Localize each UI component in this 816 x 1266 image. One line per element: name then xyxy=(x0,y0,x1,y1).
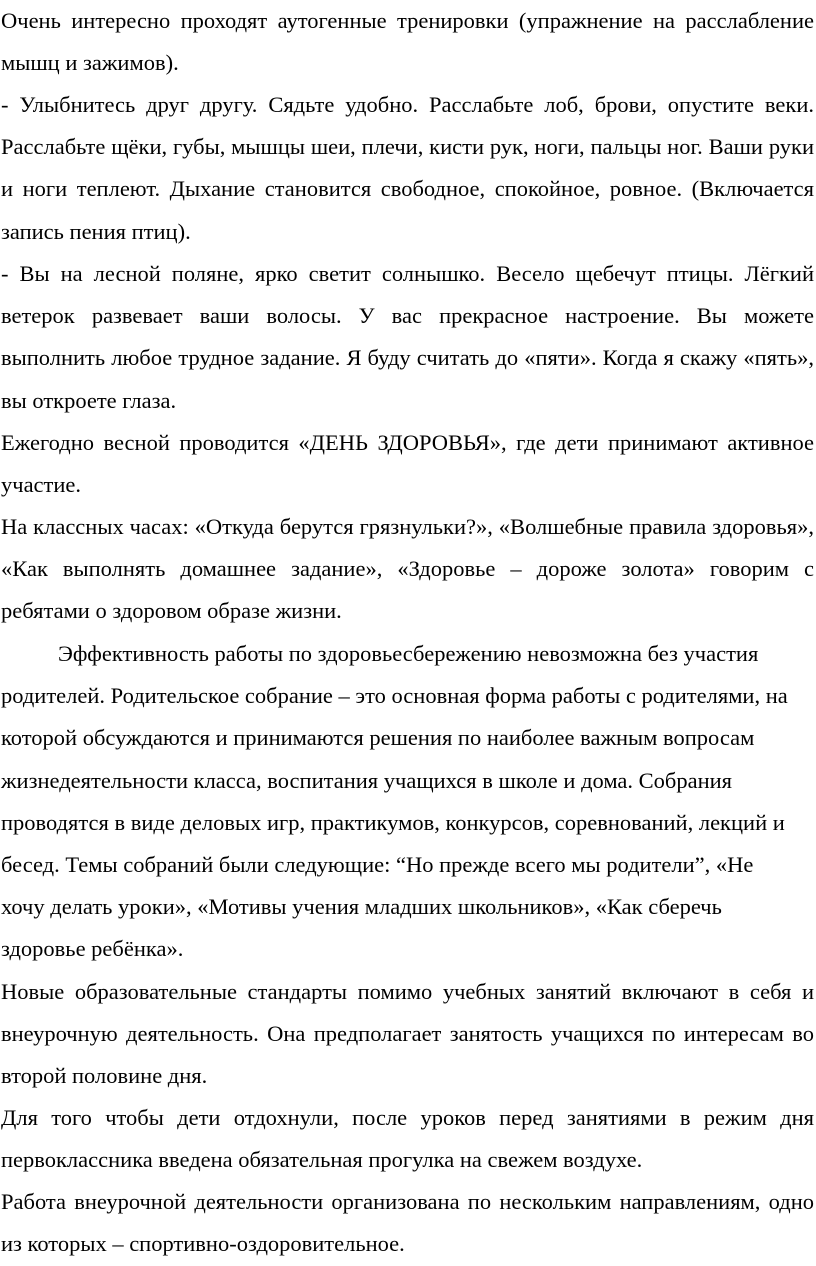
paragraph-outdoor-walk: Для того чтобы дети отдохнули, после уроков перед занятиями в режим дня первоклассника введена обязательная прогулка на свежем воздухе. xyxy=(1,1105,814,1173)
paragraph-extracurricular-directions: Работа внеурочной деятельности организована по нескольким направлениям, одно из которых – спортивно-оздоровительное. xyxy=(1,1189,814,1257)
paragraph-health-day: Ежегодно весной проводится «ДЕНЬ ЗДОРОВЬЯ», где дети принимают активное участие. xyxy=(1,430,814,498)
paragraph-autogenic-training: Очень интересно проходят аутогенные тренировки (упражнение на расслабление мышц и зажимов). xyxy=(1,8,814,76)
paragraph-parents-meetings: Эффективность работы по здоровьесбережению невозможна без участия родителей. Родительское собрание – это основная форма работы с родителями, на которой обсуждаются и принимаются решения по наиболее важным вопросам жизнедеятельности класса, воспитания учащихся в школе и дома. Собрания проводятся в виде деловых игр, практикумов, конкурсов, соревнований, лекций и бесед. Темы собраний были следующие: “Но прежде всего мы родители”, «Не хочу делать уроки», «Мотивы учения младших школьников», «Как сберечь здоровье ребёнка». xyxy=(1,641,788,962)
paragraph-forest-meadow: - Вы на лесной поляне, ярко светит солнышко. Весело щебечут птицы. Лёгкий ветерок развевает ваши волосы. У вас прекрасное настроение. Вы можете выполнить любое трудное задание. Я буду считать до «пяти». Когда я скажу «пять», вы откроете глаза. xyxy=(1,261,814,413)
paragraph-education-standards: Новые образовательные стандарты помимо учебных занятий включают в себя и внеурочную деятельность. Она предполагает занятость учащихся по интересам во второй половине дня. xyxy=(1,979,814,1089)
paragraph-class-hours: На классных часах: «Откуда берутся грязнульки?», «Волшебные правила здоровья», «Как выполнять домашнее задание», «Здоровье – дороже золота» говорим с ребятами о здоровом образе жизни. xyxy=(1,514,814,624)
paragraph-relaxation-instructions: - Улыбнитесь друг другу. Сядьте удобно. Расслабьте лоб, брови, опустите веки. Расслабьте щёки, губы, мышцы шеи, плечи, кисти рук, ноги, пальцы ног. Ваши руки и ноги теплеют. Дыхание становится свободное, спокойное, ровное. (Включается запись пения птиц). xyxy=(1,92,814,244)
